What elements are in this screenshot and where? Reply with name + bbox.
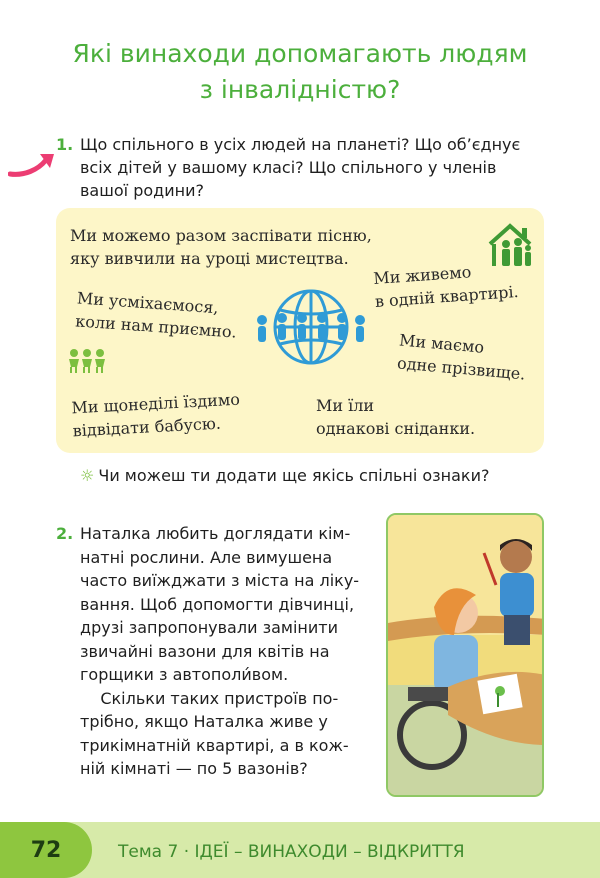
house-family-icon — [486, 222, 538, 270]
page-number: 72 — [30, 838, 62, 863]
footer-topic: Тема 7 · ІДЕЇ – ВИНАХОДИ – ВІДКРИТТЯ — [118, 842, 465, 862]
task-2-line: ній кімнаті — по 5 вазонів? — [80, 759, 308, 778]
example-line: Ми усміхаємося, — [76, 288, 220, 318]
task-2-line: часто виїжджати з міста на ліку- — [80, 571, 360, 590]
task-2-text — [80, 522, 359, 781]
title-line-1: Які винаходи допомагають людям — [72, 39, 528, 68]
task-1-line: вашої родини? — [80, 181, 204, 200]
title-line-2: з інвалідністю? — [199, 75, 401, 104]
task-2-number: 2. — [56, 524, 74, 543]
task-2-line: горщики з автополи́вом. — [80, 665, 289, 684]
task-2-line: натні рослини. Але вимушена — [80, 547, 333, 567]
example-line: одне прізвище. — [396, 353, 527, 384]
example-line: яку вивчили на уроці мистецтва. — [70, 249, 349, 268]
children-icon — [68, 348, 106, 374]
example-visit — [71, 388, 242, 443]
extra-question — [80, 466, 489, 485]
example-line: Ми живемо — [372, 262, 472, 289]
task-2-line: трібно, якщо Наталка живе у — [80, 712, 328, 731]
task-1-line: всіх дітей у вашому класі? Що спільного у членів — [80, 158, 497, 177]
illustration-children-drawing — [386, 513, 544, 797]
example-line: коли нам приємно. — [74, 311, 238, 342]
task-2-line: трикімнатній квартирі, а в кож- — [80, 735, 349, 755]
question-text: Чи можеш ти додати ще якісь спільні ознаки? — [98, 466, 490, 485]
example-line: відвідати бабусю. — [72, 413, 222, 441]
example-line: Ми можемо разом заспівати пісню, — [70, 226, 372, 245]
page-title — [0, 36, 600, 108]
example-sing — [70, 224, 372, 270]
example-line: однакові сніданки. — [316, 419, 476, 438]
example-line: Ми щонеділі їздимо — [71, 389, 241, 418]
example-line: в одній квартирі. — [374, 281, 520, 311]
illustration-scene — [388, 515, 544, 797]
task-2-line: вання. Щоб допомогти дівчинці, — [80, 594, 355, 614]
task-2-line: звичайні вазони для квітів на — [80, 641, 330, 661]
task-2-line: друзі запропонували замінити — [80, 618, 338, 637]
pointer-arrow-icon — [8, 150, 56, 180]
task-2-line: Наталка любить доглядати кім- — [80, 524, 351, 543]
sun-icon: ☼ — [80, 466, 95, 485]
example-line: Ми їли — [316, 396, 375, 415]
example-breakfast — [316, 394, 475, 440]
example-line: Ми маємо — [398, 330, 485, 357]
task-2-line: Скільки таких пристроїв по- — [80, 688, 339, 708]
task-1-text — [80, 133, 520, 202]
globe-people-icon — [252, 286, 370, 368]
task-1-number: 1. — [56, 135, 74, 154]
task-1-line: Що спільного в усіх людей на планеті? Що об’єднує — [80, 135, 521, 154]
